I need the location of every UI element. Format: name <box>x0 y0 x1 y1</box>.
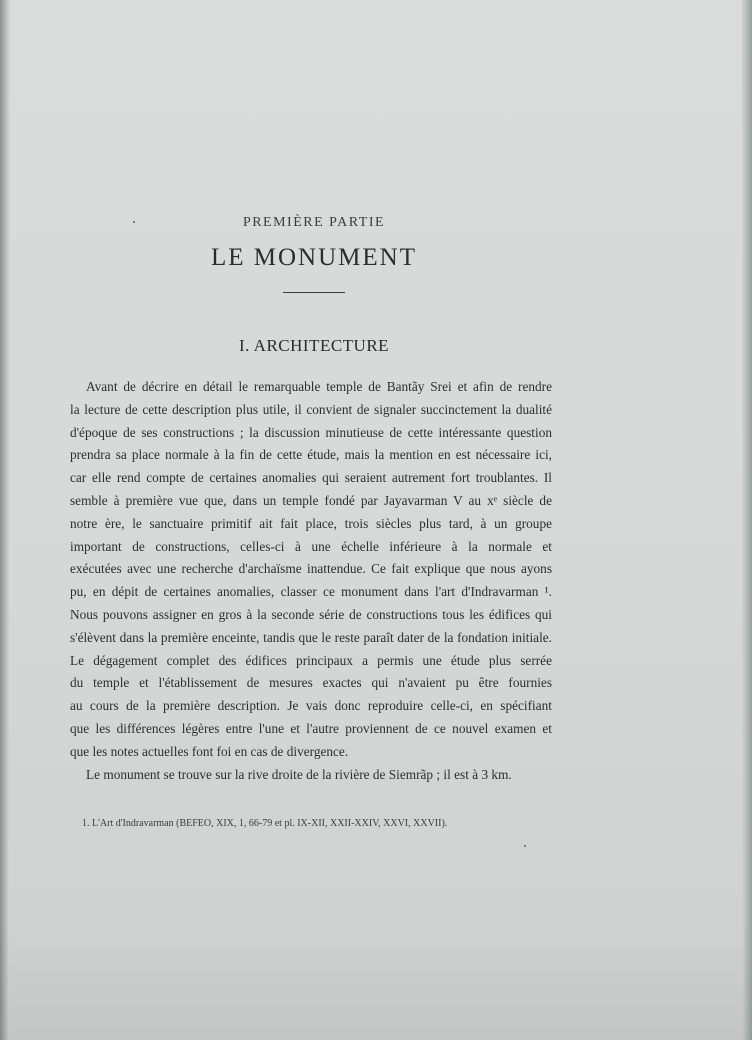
body-line: Le monument se trouve sur la rive droite de la rivière de Siemrãp ; il est à 3 km. <box>86 766 512 782</box>
title-rule <box>283 292 345 293</box>
body-line: Nous pouvons assigner en gros à la seconde série de constructions tous les édifices qui <box>70 606 552 622</box>
body-line: au cours de la première description. Je vais donc reproduire celle-ci, en spécifiant <box>70 698 552 714</box>
paper-speck <box>524 845 526 847</box>
body-line: car elle rend compte de certaines anomalies qui seraient autrement fort troublantes. Il <box>70 470 552 486</box>
body-line: Avant de décrire en détail le remarquable temple de Bantãy Srei et afin de rendre <box>86 379 552 394</box>
page-title: LE MONUMENT <box>210 244 417 271</box>
body-line: exécutées avec une recherche d'archaïsme inattendue. Ce fait explique que nous ayons <box>70 561 552 577</box>
body-paragraphs <box>70 376 552 786</box>
body-line: d'époque de ses constructions ; la discussion minutieuse de cette intéressante question <box>70 424 552 440</box>
body-line: Le dégagement complet des édifices principaux a permis une étude plus serrée <box>70 652 552 668</box>
body-line: la lecture de cette description plus utile, il convient de signaler succinctement la dualité <box>70 401 552 417</box>
footnote: 1. L'Art d'Indravarman (BEFEO, XIX, 1, 66-79 et pl. IX-XII, XXII-XXIV, XXVI, XXVII). <box>82 818 448 829</box>
body-line: s'élèvent dans la première enceinte, tandis que le reste paraît dater de la fondation initiale. <box>70 629 552 645</box>
part-label: PREMIÈRE PARTIE <box>242 215 386 230</box>
body-line: pu, en dépit de certaines anomalies, classer ce monument dans l'art d'Indravarman ¹. <box>70 584 552 600</box>
page-right-edge <box>742 0 752 1040</box>
body-line: que les notes actuelles font foi en cas de divergence. <box>70 743 349 759</box>
body-line: du temple et l'établissement de mesures exactes qui n'avaient pu être fournies <box>70 675 552 691</box>
body-line: prendra sa place normale à la fin de cette étude, mais la mention en est nécessaire ici, <box>70 447 552 463</box>
body-line: notre ère, le sanctuaire primitif ait fait place, trois siècles plus tard, à un groupe <box>70 515 552 531</box>
section-title: I. ARCHITECTURE <box>238 336 390 355</box>
body-line: important de constructions, celles-ci à une échelle inférieure à la normale et <box>70 538 552 554</box>
page-shadow <box>0 920 752 1040</box>
body-line: que les différences légères entre l'une et l'autre proviennent de ce nouvel examen et <box>70 720 552 736</box>
page-left-edge <box>0 0 10 1040</box>
body-line: semble à première vue que, dans un temple fondé par Jayavarman V au xᵉ siècle de <box>70 492 552 508</box>
